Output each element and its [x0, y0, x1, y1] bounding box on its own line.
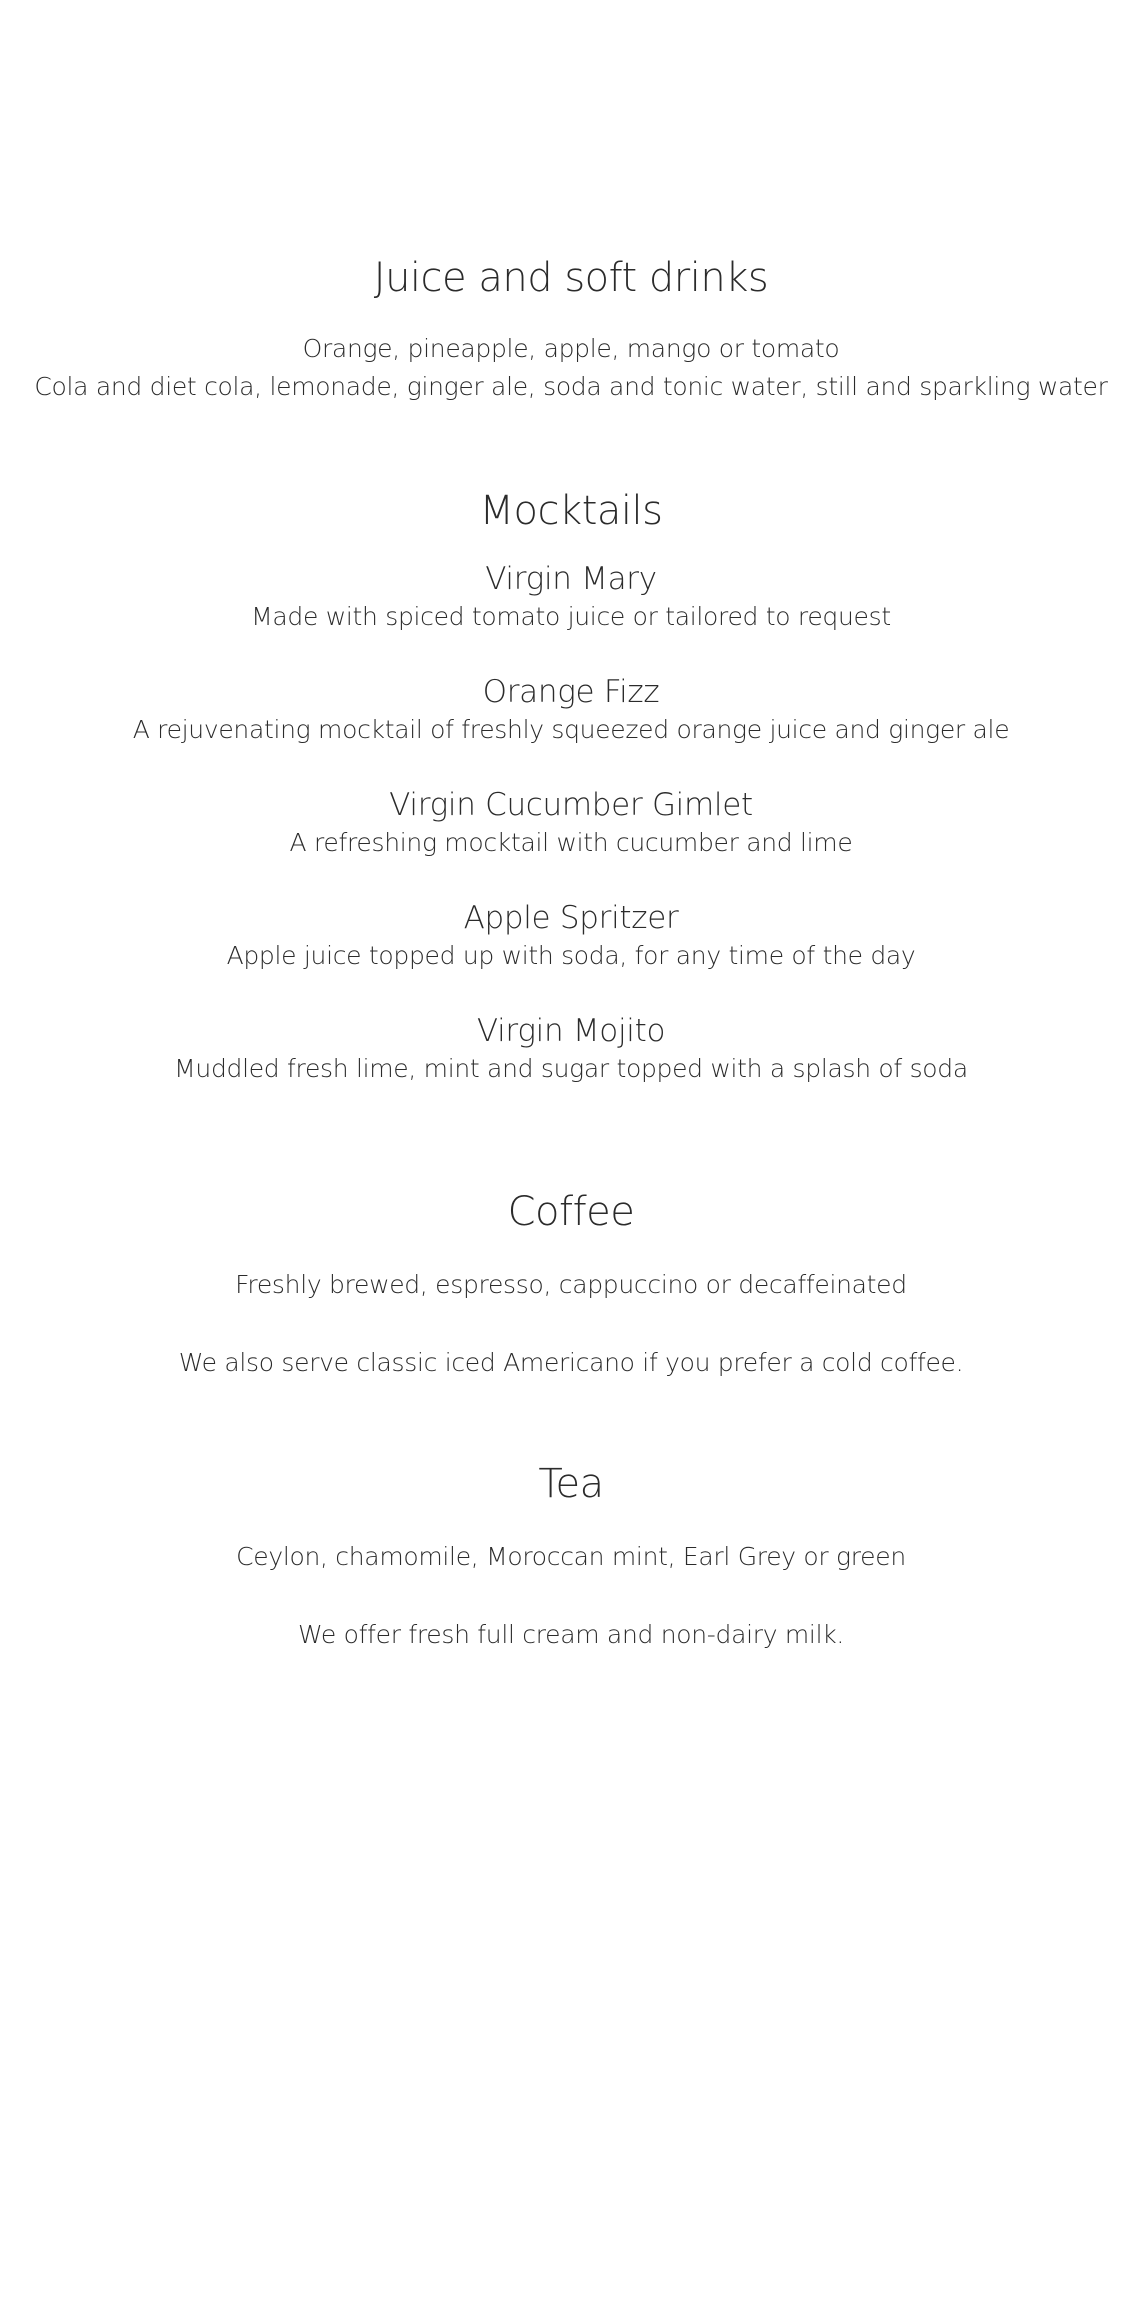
- mocktail-item: [0, 785, 1142, 861]
- coffee-note: We also serve classic iced Americano if you prefer a cold coffee.: [178, 1348, 964, 1377]
- mocktail-name: Virgin Mary: [485, 561, 657, 597]
- section-title-tea: Tea: [538, 1461, 604, 1507]
- mocktail-item: [0, 672, 1142, 748]
- mocktail-name: Orange Fizz: [482, 674, 660, 710]
- mocktail-description: A rejuvenating mocktail of freshly squeezed orange juice and ginger ale: [132, 715, 1010, 744]
- mocktail-item: [0, 559, 1142, 635]
- mocktail-description: Muddled fresh lime, mint and sugar topped with a splash of soda: [174, 1054, 968, 1083]
- juice-line: Cola and diet cola, lemonade, ginger ale, soda and tonic water, still and sparkling water: [34, 372, 1108, 401]
- coffee-line: Freshly brewed, espresso, cappuccino or decaffeinated: [235, 1270, 907, 1299]
- section-title-mocktails: Mocktails: [479, 488, 663, 534]
- mocktail-description: Made with spiced tomato juice or tailored to request: [251, 602, 891, 631]
- juice-section: [0, 250, 1142, 406]
- mocktail-name: Virgin Mojito: [476, 1013, 666, 1049]
- mocktail-name: Virgin Cucumber Gimlet: [389, 787, 753, 823]
- mocktail-item: [0, 898, 1142, 974]
- mocktails-section: [0, 483, 1142, 1124]
- juice-line: Orange, pineapple, apple, mango or tomato: [302, 334, 840, 363]
- section-title-coffee: Coffee: [507, 1189, 635, 1235]
- mocktail-item: [0, 1011, 1142, 1087]
- tea-note: We offer fresh full cream and non-dairy milk.: [297, 1620, 845, 1649]
- mocktail-description: Apple juice topped up with soda, for any time of the day: [226, 941, 916, 970]
- tea-section: [0, 1456, 1142, 1654]
- mocktail-list: [0, 559, 1142, 1087]
- tea-line: Ceylon, chamomile, Moroccan mint, Earl Grey or green: [236, 1542, 906, 1571]
- juice-lines: [0, 330, 1142, 406]
- mocktail-description: A refreshing mocktail with cucumber and lime: [289, 828, 853, 857]
- coffee-section: [0, 1184, 1142, 1382]
- mocktail-name: Apple Spritzer: [463, 900, 679, 936]
- section-title-juice: Juice and soft drinks: [373, 255, 769, 301]
